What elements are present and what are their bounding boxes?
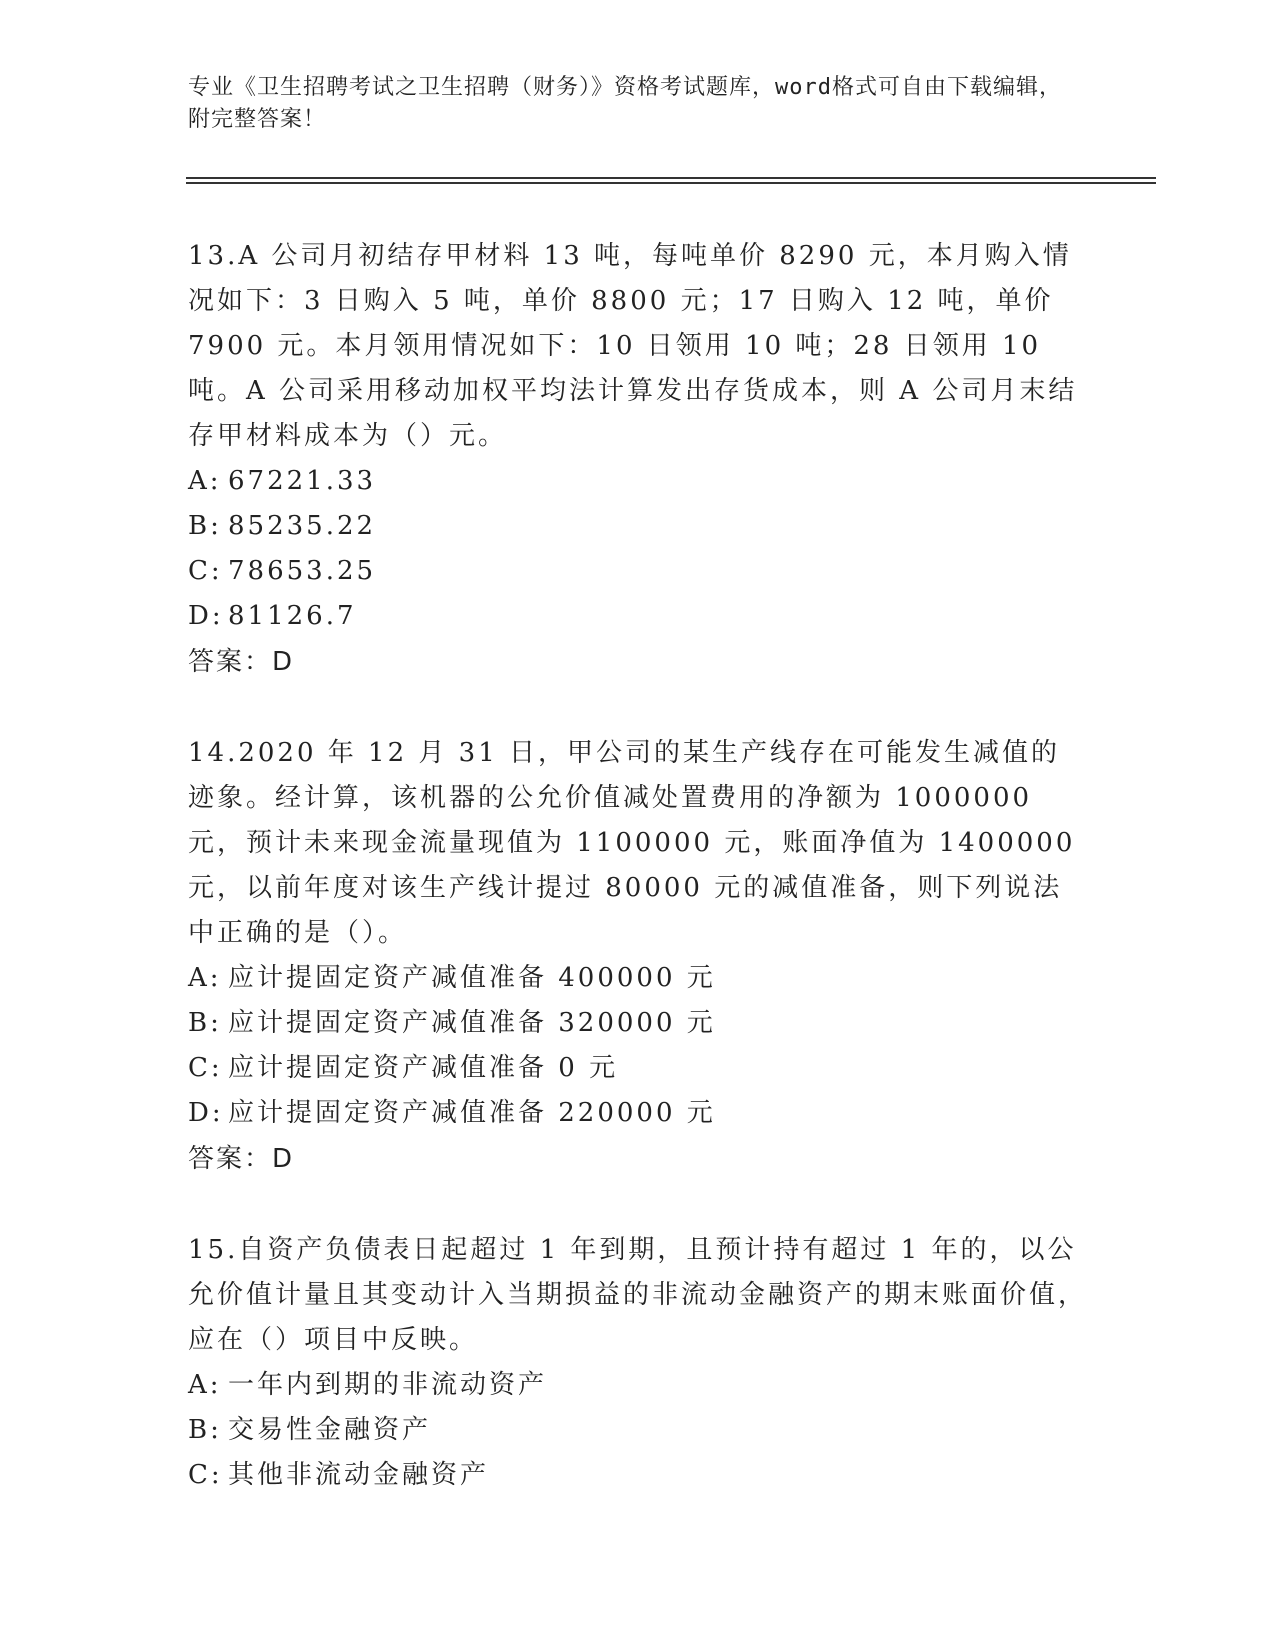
option-a xyxy=(188,459,1088,504)
question-stem: 13.A 公司月初结存甲材料 13 吨，每吨单价 8290 元，本月购入情况如下：3 日购入 5 吨，单价 8800 元；17 日购入 12 吨，单价 7900 元。本月领用情况如下：10 日领用 10 吨；28 日领用 10 吨。A 公司采用移动加权平均法计算发出存货成本，则 A 公司月末结存甲材料成本为（）元。 xyxy=(188,241,1078,451)
option-text: 应计提固定资产减值准备 400000 元 xyxy=(228,963,716,993)
question-13 xyxy=(188,234,1088,685)
option-text: 应计提固定资产减值准备 220000 元 xyxy=(228,1098,716,1128)
answer-text: 答案：D xyxy=(188,647,295,677)
option-letter: A: xyxy=(188,1370,222,1400)
question-stem: 15.自资产负债表日起超过 1 年到期，且预计持有超过 1 年的，以公允价值计量且其变动计入当期损益的非流动金融资产的期末账面价值，应在（）项目中反映。 xyxy=(188,1235,1088,1355)
header-divider-bottom xyxy=(186,182,1156,184)
option-c xyxy=(188,549,1088,594)
question-list xyxy=(188,234,1088,1544)
option-b xyxy=(188,504,1088,549)
option-letter: C: xyxy=(188,1460,223,1490)
option-letter: C: xyxy=(188,556,223,586)
option-text: 应计提固定资产减值准备 320000 元 xyxy=(228,1008,716,1038)
option-text: 67221.33 xyxy=(228,466,377,496)
option-text: 85235.22 xyxy=(228,511,377,541)
option-d xyxy=(188,1091,1088,1136)
option-b xyxy=(188,1408,1088,1453)
header-text: 专业《卫生招聘考试之卫生招聘（财务）》资格考试题库，word格式可自由下载编辑，附完整答案！ xyxy=(188,75,1062,132)
header-divider-top xyxy=(186,177,1156,179)
question-14 xyxy=(188,731,1088,1182)
option-c xyxy=(188,1453,1088,1498)
option-text: 一年内到期的非流动资产 xyxy=(228,1370,548,1400)
option-letter: D: xyxy=(188,1098,224,1128)
option-letter: B: xyxy=(188,1008,222,1038)
option-a xyxy=(188,956,1088,1001)
option-letter: D: xyxy=(188,601,224,631)
option-text: 81126.7 xyxy=(228,601,357,631)
question-15 xyxy=(188,1228,1088,1498)
option-a xyxy=(188,1363,1088,1408)
option-text: 交易性金融资产 xyxy=(228,1415,432,1445)
option-letter: A: xyxy=(188,963,222,993)
question-stem: 14.2020 年 12 月 31 日，甲公司的某生产线存在可能发生减值的迹象。经计算，该机器的公允价值减处置费用的净额为 1000000 元，预计未来现金流量现值为 1100000 元，账面净值为 1400000 元，以前年度对该生产线计提过 80000 元的减值准备，则下列说法中正确的是（）。 xyxy=(188,738,1076,948)
option-letter: B: xyxy=(188,511,222,541)
option-d xyxy=(188,594,1088,639)
option-text: 78653.25 xyxy=(228,556,377,586)
option-b xyxy=(188,1001,1088,1046)
answer-text: 答案：D xyxy=(188,1144,295,1174)
option-letter: A: xyxy=(188,466,222,496)
option-text: 其他非流动金融资产 xyxy=(228,1460,490,1490)
option-c xyxy=(188,1046,1088,1091)
option-letter: B: xyxy=(188,1415,222,1445)
option-letter: C: xyxy=(188,1053,223,1083)
option-text: 应计提固定资产减值准备 0 元 xyxy=(228,1053,619,1083)
document-header xyxy=(188,72,1078,136)
